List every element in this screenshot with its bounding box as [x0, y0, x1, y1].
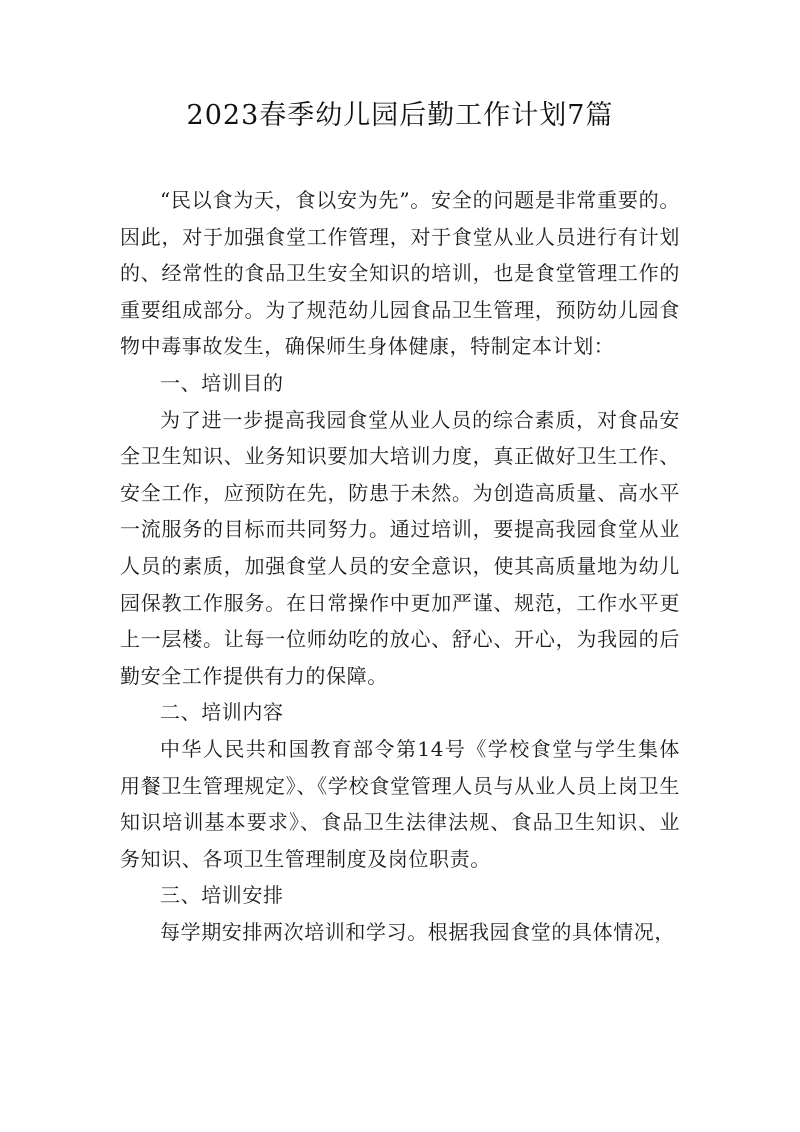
- section-heading-training-content: 二、培训内容: [160, 700, 284, 725]
- section-heading-training-purpose: 一、培训目的: [160, 370, 284, 395]
- training-purpose-paragraph: 为了进一步提高我园食堂从业人员的综合素质，对食品安全卫生知识、业务知识要加大培训力度，真正做好卫生工作、安全工作，应预防在先，防患于未然。为创造高质量、高水平一流服务的目标而共同努力。通过培训，要提高我园食堂从业人员的素质，加强食堂人员的安全意识，使其高质量地为幼儿园保教工作服务。在日常操作中更加严谨、规范，工作水平更上一层楼。让每一位师幼吃的放心、舒心、开心，为我园的后勤安全工作提供有力的保障。: [120, 407, 680, 688]
- training-content-paragraph: 中华人民共和国教育部令第14号《学校食堂与学生集体用餐卫生管理规定》、《学校食堂管理人员与从业人员上岗卫生知识培训基本要求》、食品卫生法律法规、食品卫生知识、业务知识、各项卫生管理制度及岗位职责。: [120, 736, 680, 871]
- section-heading-training-arrangement: 三、培训安排: [160, 883, 284, 908]
- intro-paragraph: “民以食为天，食以安为先”。安全的问题是非常重要的。因此，对于加强食堂工作管理，对于食堂从业人员进行有计划的、经常性的食品卫生安全知识的培训，也是食堂管理工作的重要组成部分。为了规范幼儿园食品卫生管理，预防幼儿园食物中毒事故发生，确保师生身体健康，特制定本计划：: [120, 188, 680, 359]
- training-arrangement-paragraph: 每学期安排两次培训和学习。根据我园食堂的具体情况，: [160, 919, 675, 944]
- document-body: [120, 182, 680, 950]
- document-title: 2023春季幼儿园后勤工作计划7篇: [186, 100, 614, 131]
